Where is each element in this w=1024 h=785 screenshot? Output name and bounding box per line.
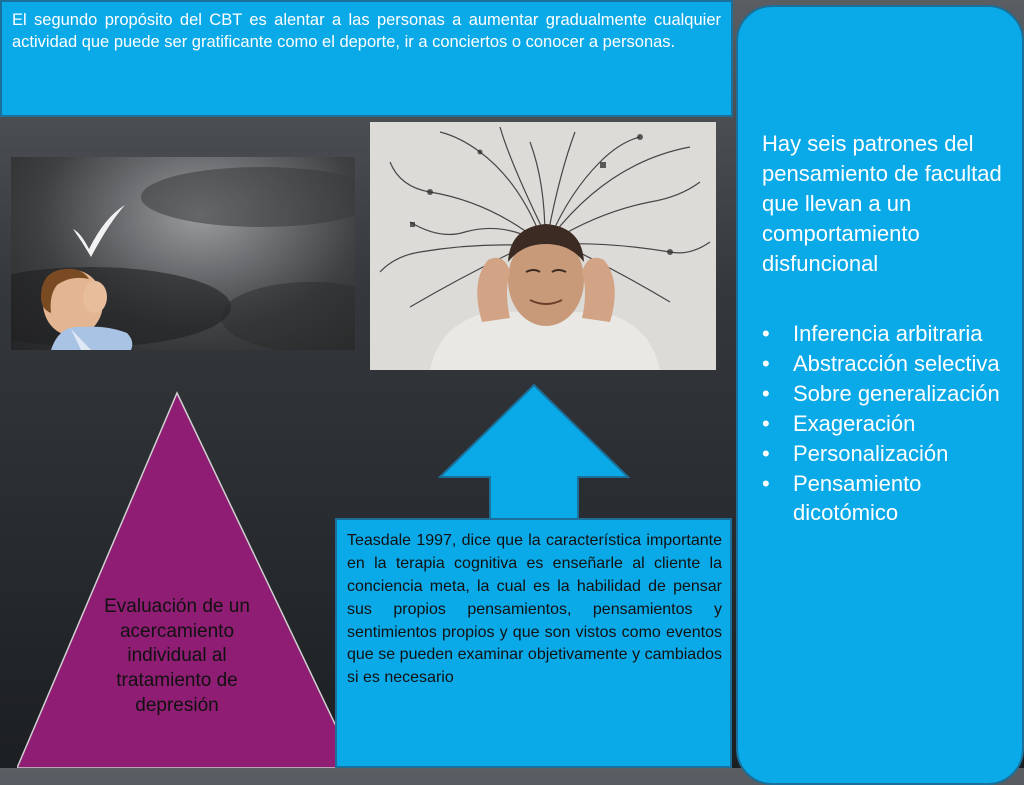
list-item-label: Exageración (793, 410, 916, 436)
up-arrow-shape (438, 383, 630, 523)
top-text-box (0, 0, 733, 117)
right-text-box (736, 5, 1024, 785)
center-text: Teasdale 1997, dice que la característica importante en la terapia cognitiva es enseñarle al cliente la conciencia meta, la cual es la habilidad de pensar sus propios pensamientos, pensamientos y sentimientos propios y que son vistos como eventos que se pueden examinar objetivamente y cambiados si es necesario (347, 532, 722, 687)
triangle-text: Evaluación de un acercamiento individual al tratamiento de depresión (104, 596, 250, 716)
list-item (762, 379, 1014, 409)
list-item (762, 439, 1014, 469)
list-item (762, 319, 1014, 349)
list-item (762, 469, 1014, 529)
list-item-label: Inferencia arbitraria (793, 321, 983, 346)
list-item-label: Sobre generalización (793, 380, 1000, 406)
bullet: • (762, 350, 770, 376)
center-text-box (335, 518, 732, 768)
patterns-list (762, 319, 1014, 528)
bullet: • (762, 321, 770, 346)
list-item-label: Personalización (793, 440, 949, 466)
top-text: El segundo propósito del CBT es alentar a las personas a aumentar gradualmente cualquier actividad que puede ser gratificante como el deporte, ir a conciertos o conocer a personas. (12, 11, 721, 51)
right-intro-text: Hay seis patrones del pensamiento de facultad que llevan a un comportamiento disfuncional (762, 131, 1002, 276)
bullet: • (762, 410, 770, 436)
photo-stressed-man (370, 122, 716, 370)
bullet: • (762, 440, 770, 466)
bullet: • (762, 380, 770, 406)
bullet: • (762, 470, 770, 496)
list-item (762, 349, 1014, 379)
list-item-label: Pensamiento dicotómico (793, 470, 922, 526)
photo-boy-looking-up (11, 157, 355, 350)
list-item-label: Abstracción selectiva (793, 350, 1000, 376)
list-item (762, 409, 1014, 439)
checkmark-icon (73, 205, 125, 257)
